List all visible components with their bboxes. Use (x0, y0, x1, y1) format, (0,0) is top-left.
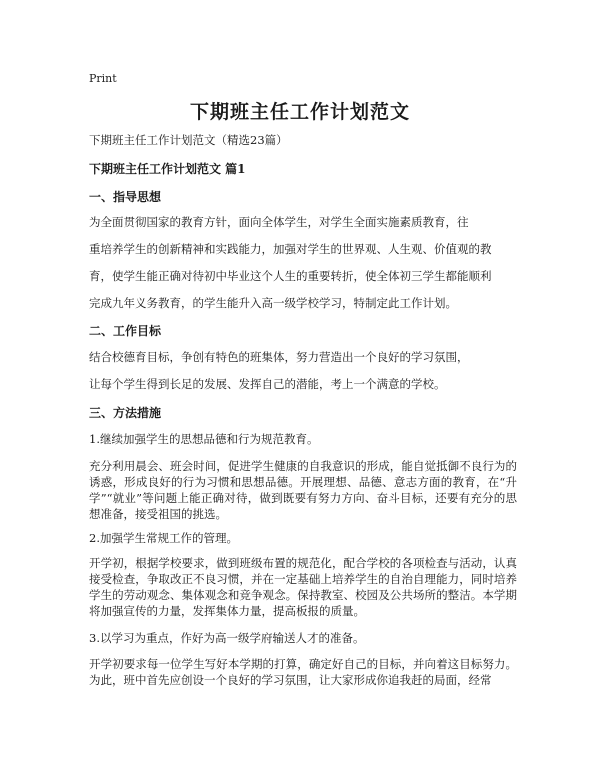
paragraph-line: 让每个学生得到长足的发展、发挥自己的潜能，考上一个满意的学校。 (89, 377, 446, 391)
paragraph-line: 重培养学生的创新精神和实践能力，加强对学生的世界观、人生观、价值观的教 (89, 242, 492, 256)
list-item-title: 2.加强学生常规工作的管理。 (89, 531, 238, 545)
paragraph: 开学初要求每一位学生写好本学期的打算，确定好自己的目标，并向着这目标努力。为此，班中首先应创设一个良好的学习氛围，让大家形成你追我赶的局面，经常 (89, 657, 517, 687)
list-item-title: 3.以学习为重点，作好为高一级学府输送人才的准备。 (89, 631, 365, 645)
paragraph-line: 育，使学生能正确对待初中毕业这个人生的重要转折，使全体初三学生都能顺利 (89, 269, 492, 283)
paragraph-line: 完成九年义务教育，的学生能升入高一级学校学习，特制定此工作计划。 (89, 296, 457, 310)
section-heading-goals: 二、工作目标 (89, 324, 162, 338)
list-item-title: 1.继续加强学生的思想品德和行为规范教育。 (89, 432, 319, 446)
section-heading-methods: 三、方法措施 (89, 406, 162, 420)
document-subtitle: 下期班主任工作计划范文（精选23篇） (89, 133, 288, 147)
paragraph-line: 结合校德育目标，争创有特色的班集体，努力营造出一个良好的学习氛围， (89, 350, 469, 364)
article-heading: 下期班主任工作计划范文 篇1 (89, 162, 246, 176)
page-title: 下期班主任工作计划范文 (189, 101, 410, 123)
print-link[interactable]: Print (89, 72, 117, 85)
paragraph: 充分利用晨会、班会时间，促进学生健康的自我意识的形成，能自觉抵御不良行为的诱惑，形成良好的行为习惯和思想品德。开展理想、品德、意志方面的教育，在“升学”“就业”等问题上能正确对待，做到既要有努力方向、奋斗目标，还要有充分的思想准备，接受祖国的挑选。 (89, 459, 517, 521)
paragraph: 开学初，根据学校要求，做到班级布置的规范化，配合学校的各项检查与活动，认真接受检查，争取改正不良习惯，并在一定基础上培养学生的自治自理能力，同时培养学生的劳动观念、集体观念和竞争观念。保持教室、校园及公共场所的整洁。本学期将加强宣传的力量，发挥集体力量，提高板报的质量。 (89, 556, 517, 618)
section-heading-guiding: 一、指导思想 (89, 190, 162, 204)
paragraph-line: 为全面贯彻国家的教育方针，面向全体学生，对学生全面实施素质教育，往 (89, 215, 469, 229)
